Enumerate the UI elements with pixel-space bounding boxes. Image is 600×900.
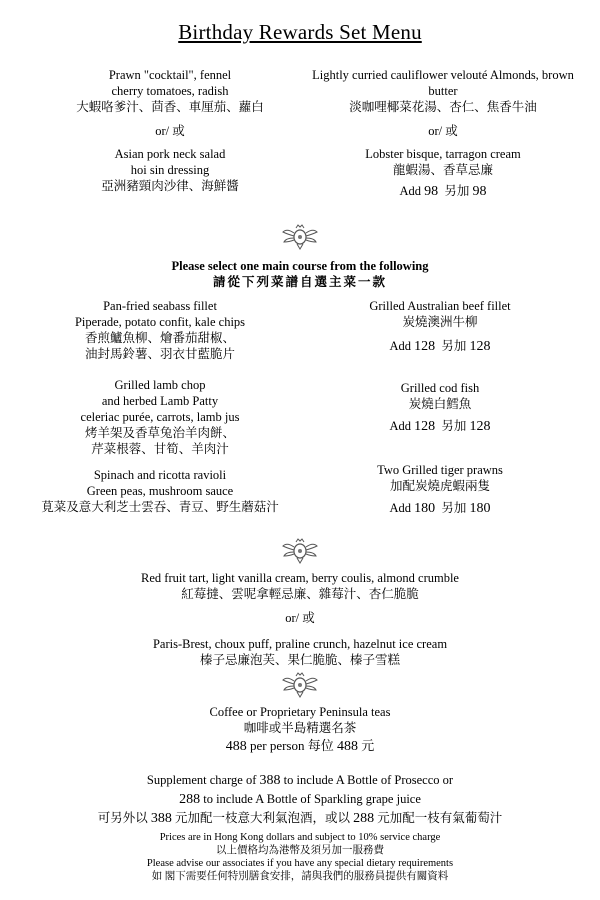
main-beef-en: Grilled Australian beef fillet xyxy=(369,299,511,313)
footer-notes xyxy=(0,831,600,883)
main-option-beef xyxy=(330,298,550,330)
main-beef-cn: 炭燒澳洲牛柳 xyxy=(402,315,478,329)
main-prawns-cn: 加配炭燒虎蝦兩隻 xyxy=(389,479,490,493)
main-option-ravioli xyxy=(30,467,290,515)
starter-1-cn: 大蝦咯爹汁、茴香、車厘茄、蘿白 xyxy=(76,100,264,114)
starter-3-en-line1: Lightly curried cauliflower velouté Almonds, brown xyxy=(312,68,574,82)
peninsula-crest-icon xyxy=(281,672,319,698)
supplement-line-3: 可另外以 388 元加配一枝意大利氣泡酒，或以 288 元加配一枝有氣葡萄汁 xyxy=(97,811,503,826)
coffee-en: Coffee or Proprietary Peninsula teas xyxy=(209,705,391,719)
main-header-cn: 請從下列菜譜自選主菜一款 xyxy=(212,275,387,289)
main-lamb-cn-2: 芹菜根蓉、甘筍、羊肉汁 xyxy=(91,442,229,456)
starter-2-en-line2: hoi sin dressing xyxy=(130,163,210,177)
main-lamb-en-3: celeriac purée, carrots, lamb jus xyxy=(80,410,240,424)
supplement-line-1: Supplement charge of 388 to include A Bottle of Prosecco or xyxy=(146,773,454,788)
starter-1-en-line2: cherry tomatoes, radish xyxy=(111,84,229,98)
main-seabass-en-1: Pan-fried seabass fillet xyxy=(103,299,217,313)
price-per-person: 488 per person 每位 488 元 xyxy=(225,738,375,754)
supplement-line-2: 288 to include A Bottle of Sparkling grape juice xyxy=(179,792,421,807)
starter-2-cn: 亞洲豬頸肉沙律、海鮮醬 xyxy=(101,179,239,193)
starter-option-1 xyxy=(60,67,280,115)
dessert-2-cn: 榛子忌廉泡芙、果仁脆脆、榛子雪糕 xyxy=(199,653,400,667)
main-option-cod xyxy=(330,380,550,412)
main-ravioli-en-2: Green peas, mushroom sauce xyxy=(86,484,234,498)
starter-right-or: or/ 或 xyxy=(428,124,458,138)
starter-4-en: Lobster bisque, tarragon cream xyxy=(365,147,521,161)
main-seabass-en-2: Piperade, potato confit, kale chips xyxy=(74,315,246,329)
main-prawns-supplement: Add 180 另加 180 xyxy=(389,501,491,516)
starter-option-2 xyxy=(60,146,280,194)
footer-service-charge-en: Prices are in Hong Kong dollars and subject to 10% service charge xyxy=(159,832,441,843)
dessert-option-1 xyxy=(0,570,600,602)
starter-left-or: or/ 或 xyxy=(155,124,185,138)
main-lamb-en-1: Grilled lamb chop xyxy=(114,378,206,392)
main-lamb-en-2: and herbed Lamb Patty xyxy=(101,394,219,408)
main-option-prawns xyxy=(330,462,550,494)
price-number-en: 488 xyxy=(225,739,247,754)
starter-option-3 xyxy=(298,67,588,115)
dessert-or: or/ 或 xyxy=(285,611,315,625)
main-ravioli-cn: 莧菜及意大利芝士雲吞、青豆、野生蘑菇汁 xyxy=(41,500,279,514)
main-lamb-cn-1: 烤羊架及香草兔治羊肉餅、 xyxy=(84,426,235,440)
main-beef-supplement: Add 128 另加 128 xyxy=(389,339,491,354)
main-ravioli-en-1: Spinach and ricotta ravioli xyxy=(93,468,227,482)
peninsula-crest-icon xyxy=(281,224,319,250)
starter-4-cn: 龍蝦湯、香草忌廉 xyxy=(392,163,493,177)
dessert-2-en: Paris-Brest, choux puff, praline crunch, hazelnut ice cream xyxy=(152,637,448,651)
starter-2-en-line1: Asian pork neck salad xyxy=(114,147,226,161)
dessert-1-cn: 紅莓撻、雲呢拿輕忌廉、雜莓汁、杏仁脆脆 xyxy=(181,587,419,601)
starter-3-en-line2: butter xyxy=(428,84,458,98)
peninsula-crest-icon xyxy=(281,538,319,564)
main-option-lamb xyxy=(40,377,280,457)
starter-4-supplement: Add 98 另加 98 xyxy=(399,184,487,199)
main-cod-en: Grilled cod fish xyxy=(400,381,480,395)
price-number-cn: 488 xyxy=(337,739,358,754)
supplement-charge xyxy=(0,771,600,828)
starter-3-cn: 淡咖哩椰菜花湯、杏仁、焦香牛油 xyxy=(349,100,537,114)
main-option-seabass xyxy=(40,298,280,362)
starter-option-4 xyxy=(298,146,588,178)
main-course-header xyxy=(0,258,600,290)
main-seabass-cn-1: 香煎鱸魚柳、燴番茄甜椒、 xyxy=(84,331,235,345)
footer-service-charge-cn: 以上價格均為港幣及須另加一服務費 xyxy=(216,845,384,856)
main-cod-supplement: Add 128 另加 128 xyxy=(389,419,491,434)
footer-dietary-cn: 如 閣下需要任何特別膳食安排，請與我們的服務員提供有關資料 xyxy=(151,871,449,882)
dessert-option-2 xyxy=(0,636,600,668)
footer-dietary-en: Please advise our associates if you have any special dietary requirements xyxy=(146,858,454,869)
main-cod-cn: 炭燒白鱈魚 xyxy=(408,397,472,411)
menu-title: Birthday Rewards Set Menu xyxy=(178,20,422,44)
dessert-1-en: Red fruit tart, light vanilla cream, berry coulis, almond crumble xyxy=(141,571,459,585)
coffee-cn: 咖啡或半島精選名茶 xyxy=(243,721,357,735)
main-seabass-cn-2: 油封馬鈴薯、羽衣甘藍脆片 xyxy=(84,347,235,361)
main-header-en: Please select one main course from the following xyxy=(171,259,429,273)
main-prawns-en: Two Grilled tiger prawns xyxy=(377,463,503,477)
starter-1-en-line1: Prawn "cocktail", fennel xyxy=(108,68,232,82)
coffee-tea xyxy=(0,704,600,736)
